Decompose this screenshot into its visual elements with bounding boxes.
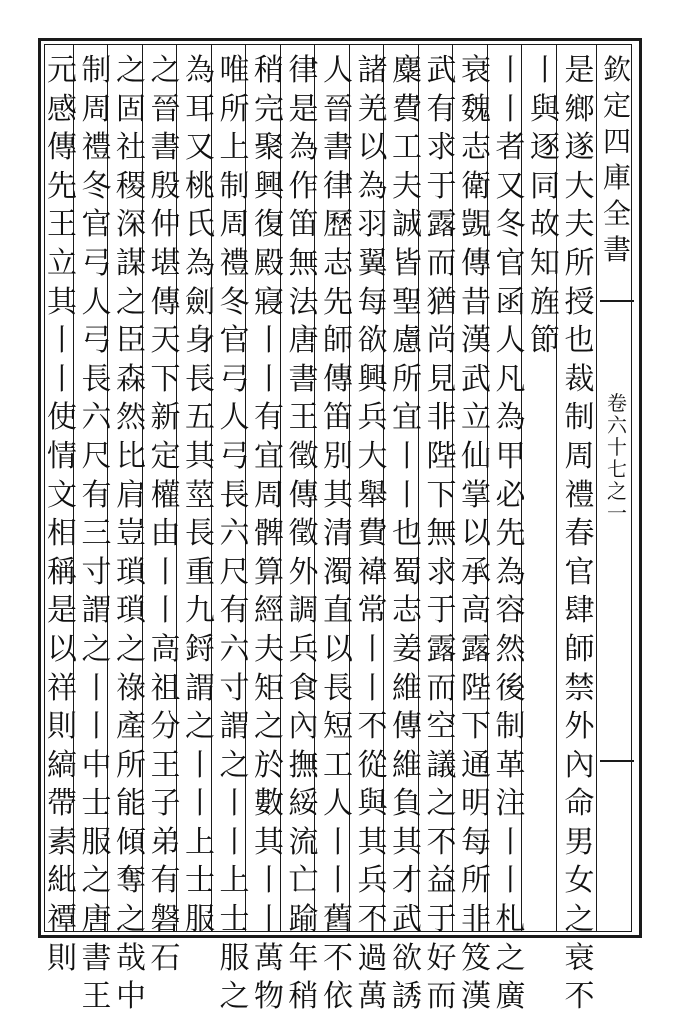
book-title: 欽 定 四 庫 全 書 bbox=[602, 53, 631, 266]
text-column: 衰 魏 志 衛 覬 傳 昔 漢 武 立 仙 掌 以 承 高 露 陛 下 通 明 每 所 非 笈 漢 bbox=[461, 53, 491, 1015]
text-column: 之 晉 書 殷 仲 堪 傳 天 下 新 定 權 由 丨 丨 高 祖 分 王 子 弟 有 磐 石 bbox=[150, 53, 181, 976]
text-column: 麋 費 工 夫 誠 皆 聖 慮 所 宜 丨 丨 也 蜀 志 姜 維 傳 維 負 其 才 武 欲 誘 bbox=[392, 53, 422, 1015]
text-column: 之 固 社 稷 深 謀 之 臣 森 然 比 肩 豈 瑣 瑣 之 祿 產 所 能 傾 奪 之 哉 中 bbox=[116, 53, 146, 1015]
text-column: 律 是 為 作 笛 無 法 唐 書 王 徵 傳 徵 外 調 兵 食 內 撫 綏 流 亡 踰 年 稍 bbox=[288, 53, 319, 1015]
text-column: 丨 丨 者 又 冬 官 函 人 凡 為 甲 必 先 為 容 然 後 制 革 注 丨 丨 札 之 廣 bbox=[495, 53, 526, 1015]
fishtail-mark-bottom bbox=[600, 760, 634, 762]
text-column: 武 有 求 于 露 而 猶 尚 見 非 陛 下 無 求 于 露 而 空 議 之 不 益 于 好 而 bbox=[426, 53, 457, 1015]
text-column: 元 感 傳 先 王 立 其 丨 丨 使 情 文 相 稱 是 以 祥 則 縞 帶 素 紕 禫 則 bbox=[47, 53, 77, 976]
text-column: 唯 所 上 制 周 禮 冬 官 弓 人 弓 長 六 尺 有 六 寸 謂 之 丨 丨 上 士 服 之 bbox=[219, 53, 250, 1015]
text-column: 諸 羌 以 為 羽 翼 每 欲 興 兵 大 舉 費 褘 常 丨 丨 不 從 與 其 兵 不 過 萬 bbox=[357, 53, 388, 1015]
text-column: 丨 與 逐 同 故 知 旌 節 bbox=[530, 53, 560, 359]
text-column: 人 晉 書 律 歷 志 先 師 傳 笛 別 其 清 濁 直 以 長 短 工 人 丨 丨 舊 不 依 bbox=[323, 53, 353, 1015]
text-column: 為 耳 又 桃 氏 為 劍 身 長 五 其 莖 長 重 九 鋝 謂 之 丨 丨 上 士 服 bbox=[185, 53, 215, 938]
fishtail-mark-top bbox=[600, 300, 634, 302]
text-column: 制 周 禮 冬 官 弓 人 弓 長 六 尺 有 三 寸 謂 之 丨 丨 中 士 服 之 唐 書 王 bbox=[81, 53, 112, 1015]
text-column: 是 鄉 遂 大 夫 所 授 也 裁 制 周 禮 春 官 肆 師 禁 外 內 命 男 女 之 衰 不 bbox=[564, 53, 595, 1015]
text-column: 稍 完 聚 興 復 殿 寢 丨 丨 有 宜 周 髀 算 經 夫 矩 之 於 數 其 丨 丨 萬 物 bbox=[254, 53, 284, 1015]
volume-label: 卷 六 十 七 之 一 bbox=[607, 391, 627, 525]
